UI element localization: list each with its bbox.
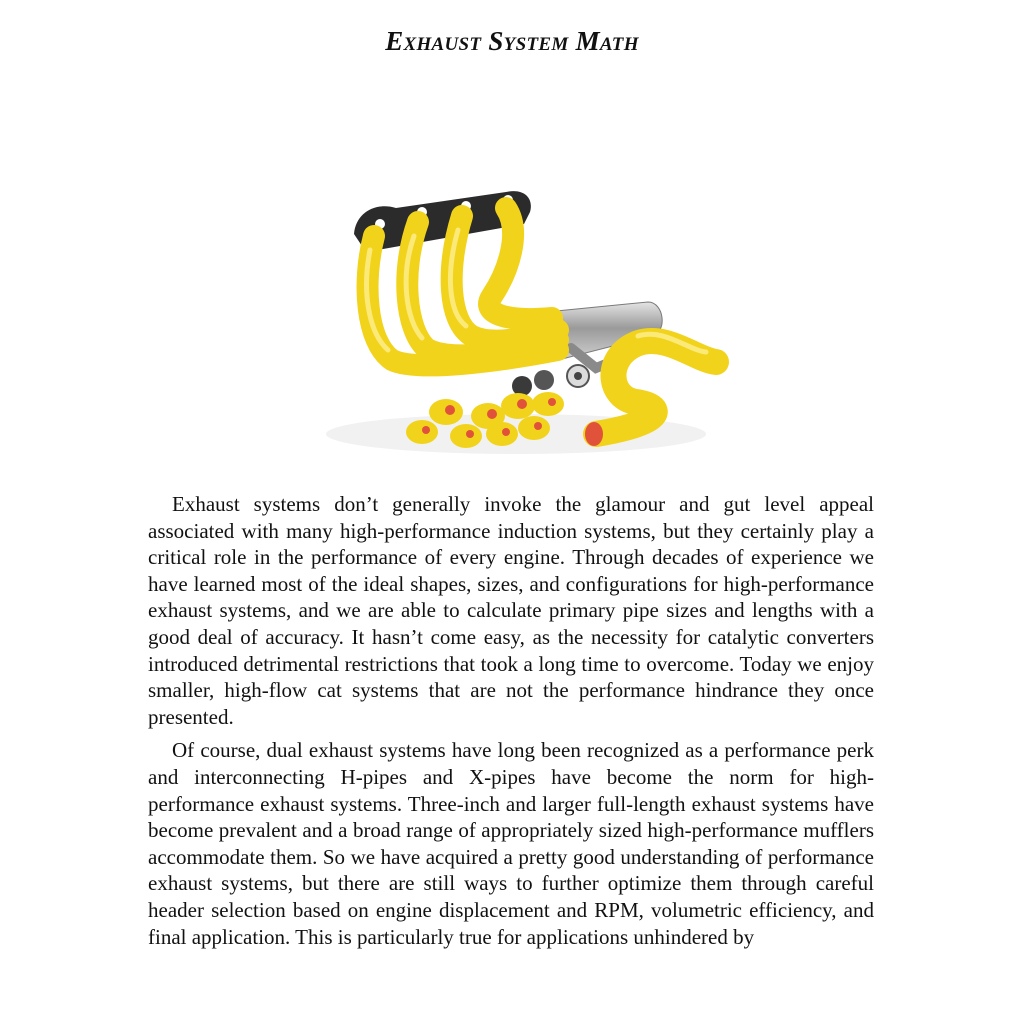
paragraph-1: Exhaust systems don’t generally invoke the glamour and gut level appeal associated with many high-performance induction systems, but they certainly play a critical role in the performance of every engine. Through decades of experience we have learned most of the ideal shapes, sizes, and configurations for high-performance exhaust systems, and we are able to calculate primary pipe sizes and lengths with a good deal of accuracy. It hasn’t come easy, as the necessity for catalytic converters introduced detrimental restrictions that took a long time to overcome. Today we enjoy smaller, high-flow cat systems that are not the performance hindrance they once presented. bbox=[148, 492, 874, 729]
page-title: Exhaust System Math bbox=[385, 26, 639, 56]
u-bend-tube bbox=[596, 341, 716, 434]
paragraph-2: Of course, dual exhaust systems have long been recognized as a performance perk and interconnecting H-pipes and X-pipes have become the norm for high- performance exhaust systems. Three-inch and larger full-length exhaust systems have become prevalent and a broad range of appropriately sized high-performance mufflers accommodate them. So we have acquired a pretty good understanding of performance exhaust systems, but there are still ways to further optimize them through careful header selection based on engine displacement and RPM, volumetric efficiency, and final application. This is particularly true for applications unhindered by bbox=[148, 738, 874, 949]
hardware-nut bbox=[512, 376, 532, 396]
body-text bbox=[148, 491, 874, 957]
exhaust-header-photo bbox=[296, 172, 736, 468]
